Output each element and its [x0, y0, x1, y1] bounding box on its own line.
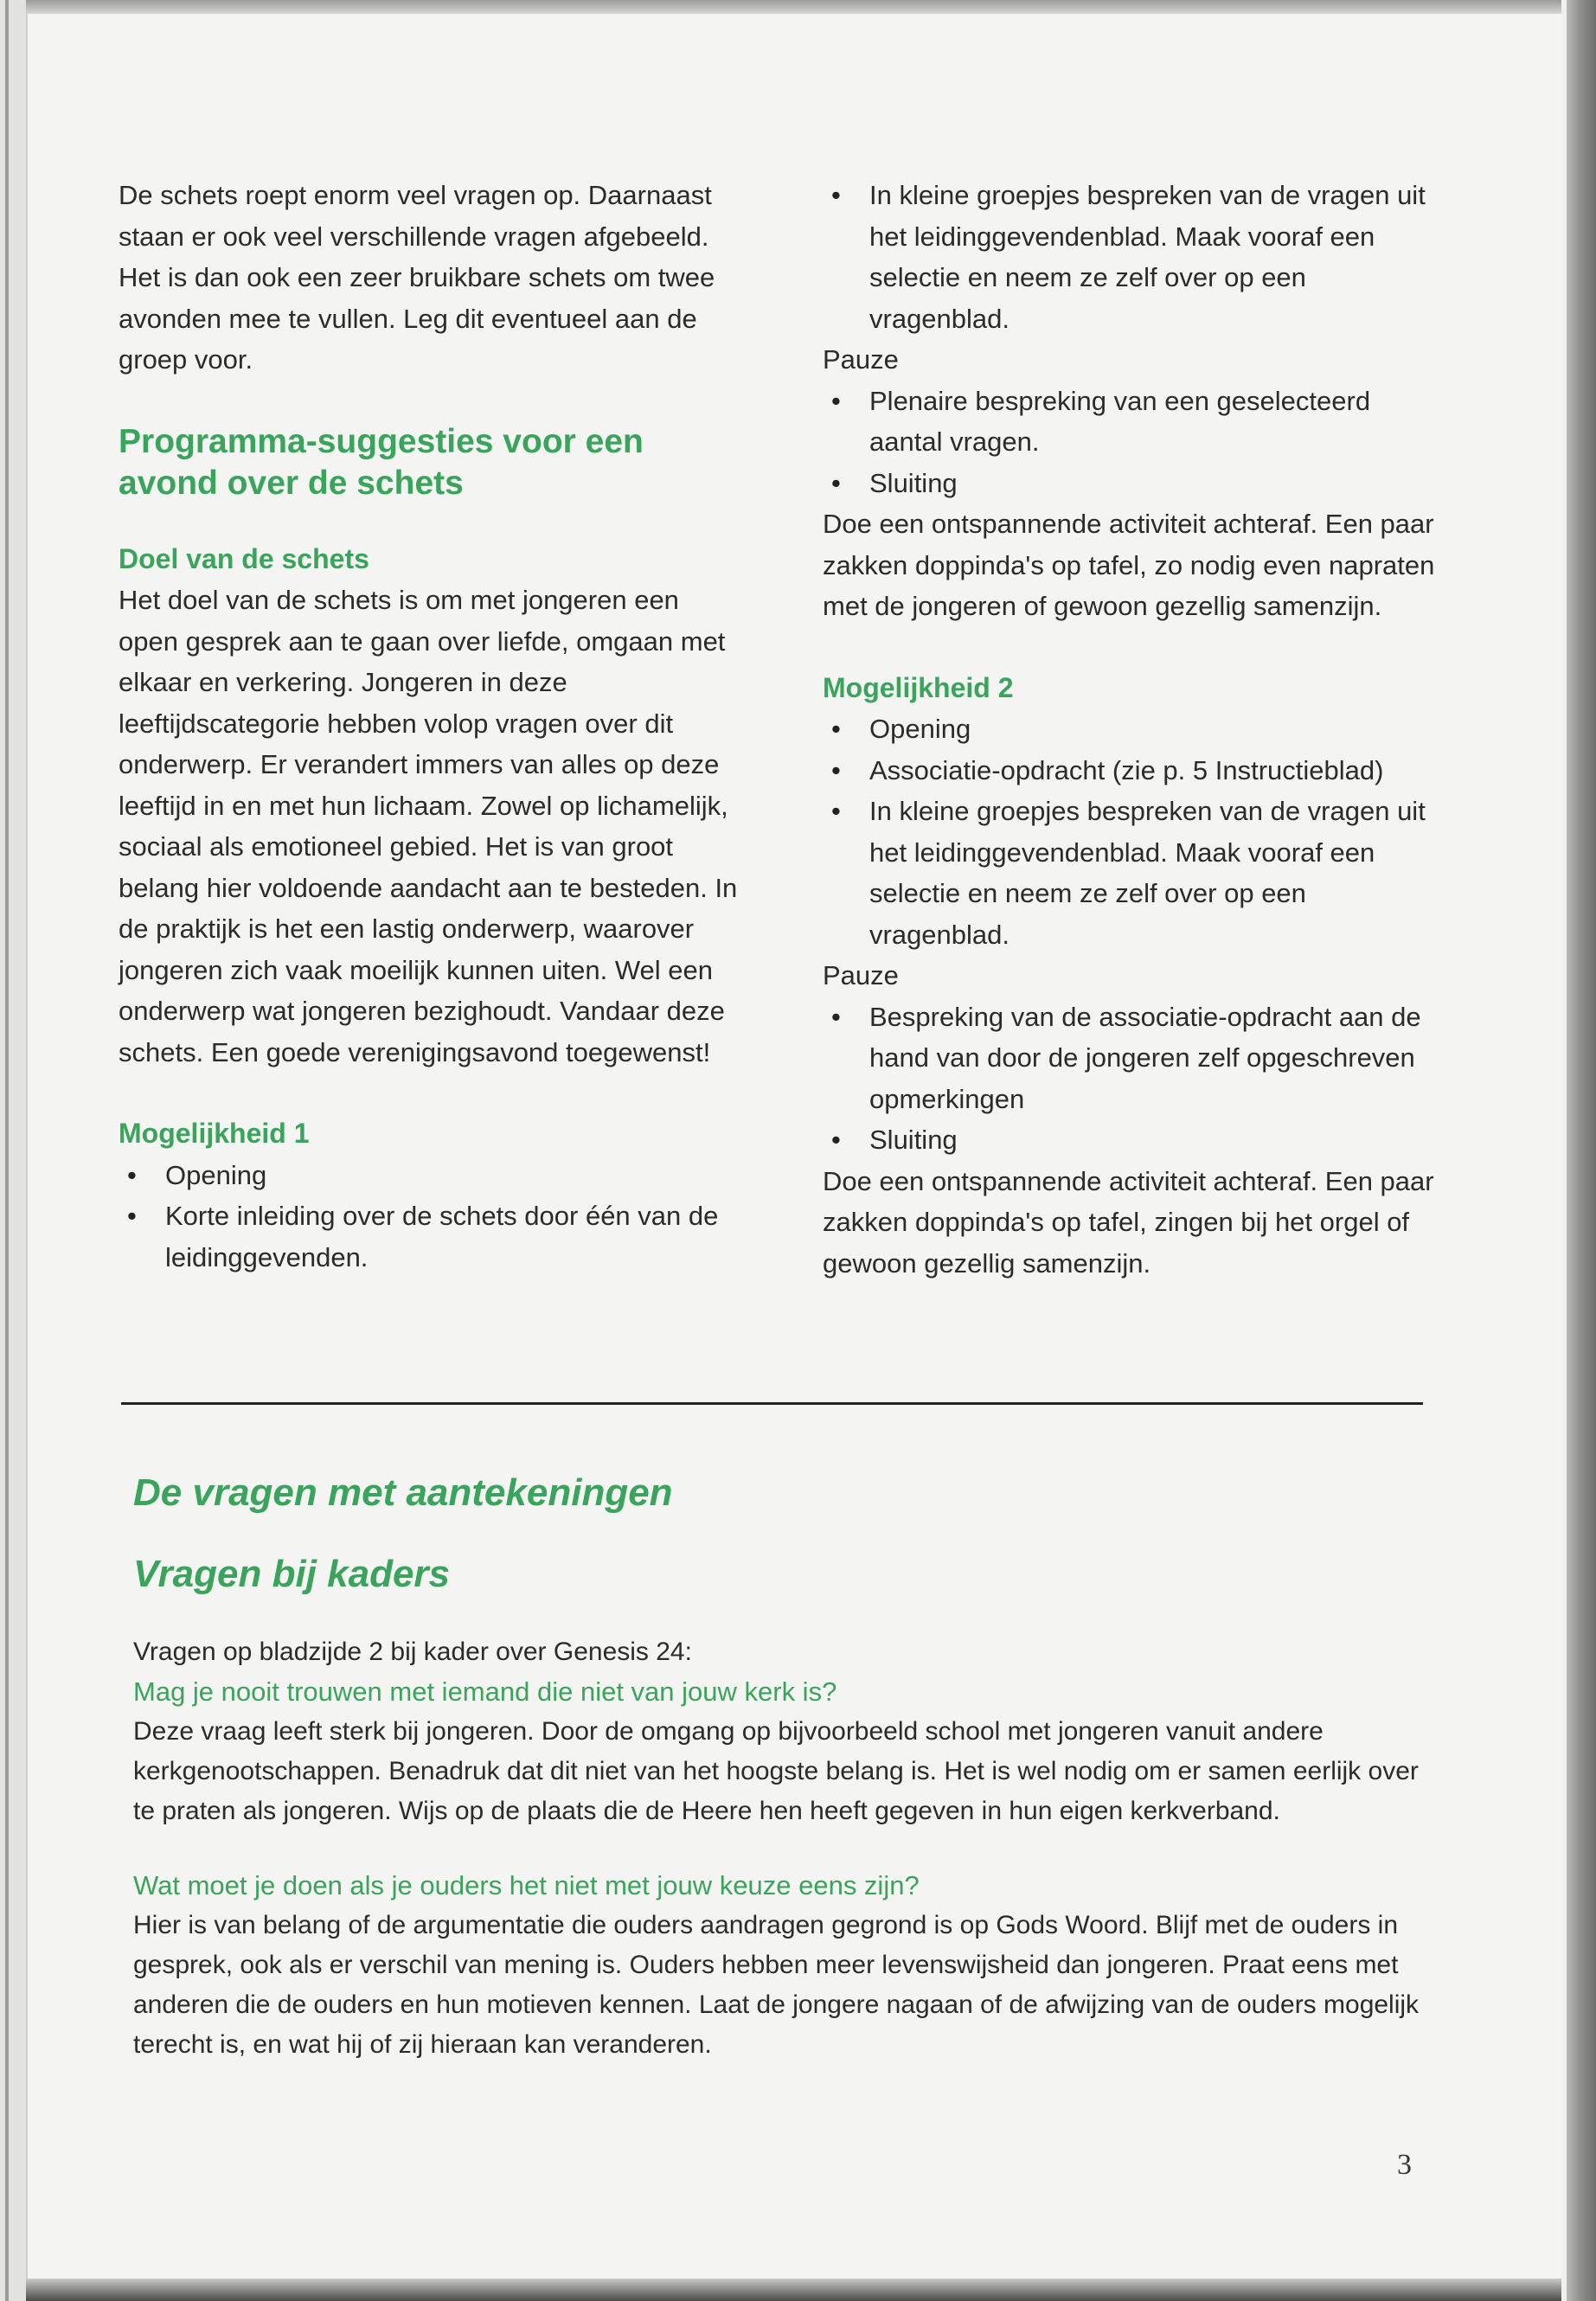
list-item: • In kleine groepjes bespreken van de vragen uit het leidinggevendenblad. Maak vooraf een selectie en neem ze zelf over op een vragenblad.: [823, 791, 1445, 955]
list-item: • Associatie-opdracht (zie p. 5 Instructieblad): [823, 750, 1445, 792]
mogelijkheid-2-heading: Mogelijkheid 2: [823, 671, 1014, 703]
question-2: Wat moet je doen als je ouders het niet met jouw keuze eens zijn?: [133, 1870, 920, 1900]
answer-2: Hier is van belang of de argumentatie die ouders aandragen gegrond is op Gods Woord. Blijf met de ouders in gesprek, ook als er verschil van mening is. Ouders hebben meer levenswijsheid dan jongeren. Praat eens met anderen die de ouders en hun motieven kennen. Laat de jongere nagaan of de afwijzing van de ouders mogelijk terecht is, en wat hij of zij hieraan kan veranderen.: [133, 1911, 1420, 2059]
scan-top-edge: [26, 0, 1574, 14]
pauze-label: Pauze: [823, 960, 899, 990]
scan-right-edge: [1561, 0, 1596, 2301]
question-1: Mag je nooit trouwen met iemand die niet van jouw kerk is?: [133, 1676, 837, 1707]
left-column: [119, 175, 741, 1278]
list-item: • Korte inleiding over de schets door één van de leidinggevenden.: [119, 1195, 741, 1278]
list-item: • Opening: [823, 708, 1445, 750]
questions-heading: De vragen met aantekeningen: [133, 1471, 673, 1514]
section-divider: [121, 1402, 1423, 1405]
mogelijkheid-1-list: [119, 1155, 741, 1279]
mogelijkheid-2-list-after: [823, 997, 1445, 1161]
mogelijkheid-1-heading: Mogelijkheid 1: [119, 1118, 310, 1149]
frames-heading: Vragen bij kaders: [133, 1553, 451, 1595]
scan-left-edge: [0, 0, 28, 2301]
list-item: • In kleine groepjes bespreken van de vragen uit het leidinggevendenblad. Maak vooraf een selectie en neem ze zelf over op een vragenblad.: [823, 175, 1445, 339]
list-item: • Plenaire bespreking van een geselecteerd aantal vragen.: [823, 381, 1445, 463]
mogelijkheid-1-list-cont: [823, 175, 1445, 339]
closing-paragraph-1: Doe een ontspannende activiteit achteraf. Een paar zakken doppinda's op tafel, zo nodig even napraten met de jongeren of gewoon gezellig samenzijn.: [823, 509, 1435, 621]
mogelijkheid-1-list-after: [823, 381, 1445, 504]
doel-heading: Doel van de schets: [119, 542, 369, 574]
pauze-label: Pauze: [823, 344, 899, 375]
scan-bottom-edge: [26, 2279, 1561, 2301]
doel-paragraph: Het doel van de schets is om met jongeren een open gesprek aan te gaan over liefde, omgaan met elkaar en verkering. Jongeren in deze leeftijdscategorie hebben volop vragen over dit onderwerp. Er verandert immers van alles op deze leeftijd in en met hun lichaam. Zowel op lichamelijk, sociaal als emotioneel gebied. Het is van groot belang hier voldoende aandacht aan te besteden. In de praktijk is het een lastig onderwerp, waarover jongeren zich vaak moeilijk kunnen uiten. Wel een onderwerp wat jongeren bezighoudt. Vandaar deze schets. Een goede verenigingsavond toegewenst!: [119, 585, 738, 1067]
questions-section: [133, 1632, 1431, 2065]
answer-1: Deze vraag leeft sterk bij jongeren. Door de omgang op bijvoorbeeld school met jongeren vanuit andere kerkgenootschappen. Benadruk dat dit niet van het hoogste belang is. Het is wel nodig om er samen eerlijk over te praten als jongeren. Wijs op de plaats die de Heere hen heeft gegeven in hun eigen kerkverband.: [133, 1717, 1419, 1825]
page-number: 3: [1397, 2149, 1412, 2181]
list-item: • Opening: [119, 1155, 741, 1196]
closing-paragraph-2: Doe een ontspannende activiteit achteraf. Een paar zakken doppinda's op tafel, zingen bij het orgel of gewoon gezellig samenzijn.: [823, 1165, 1434, 1279]
questions-intro: Vragen op bladzijde 2 bij kader over Genesis 24:: [133, 1638, 692, 1666]
right-column: [823, 175, 1445, 1284]
list-item: • Sluiting: [823, 463, 1445, 504]
mogelijkheid-2-list: [823, 708, 1445, 955]
list-item: • Bespreking van de associatie-opdracht aan de hand van door de jongeren zelf opgeschreven opmerkingen: [823, 997, 1445, 1120]
list-item: • Sluiting: [823, 1119, 1445, 1161]
intro-paragraph: De schets roept enorm veel vragen op. Daarnaast staan er ook veel verschillende vragen afgebeeld. Het is dan ook een zeer bruikbare schets om twee avonden mee te vullen. Leg dit eventueel aan de groep voor.: [119, 180, 715, 375]
section-heading: Programma-suggesties voor een avond over de schets: [119, 422, 644, 502]
